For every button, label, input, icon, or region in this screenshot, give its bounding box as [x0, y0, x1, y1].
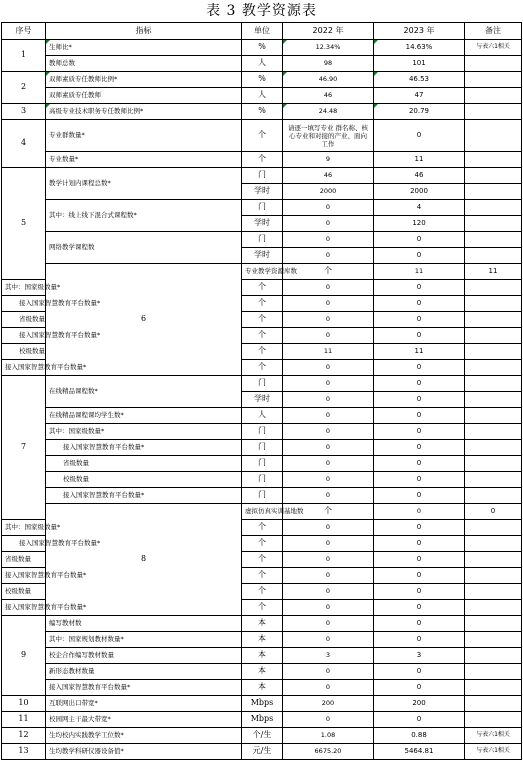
value-2022-cell[interactable]: 0	[283, 456, 374, 472]
unit-cell[interactable]: %	[242, 104, 283, 120]
note-cell[interactable]	[465, 168, 522, 184]
value-2022-cell[interactable]: 0	[283, 472, 374, 488]
value-2022-cell[interactable]: 3	[283, 648, 374, 664]
indicator-cell[interactable]: 在线精品课程课均学生数*	[46, 408, 242, 424]
value-2022-cell[interactable]: 请逐一填写专业 群名称、核心专业和对接的产业、面向工作	[283, 120, 374, 152]
value-2022-cell[interactable]: 46.90	[283, 72, 374, 88]
indicator-cell[interactable]: 省级数量	[2, 312, 46, 328]
note-cell[interactable]	[465, 88, 522, 104]
note-cell[interactable]: 与表六1相关	[465, 744, 522, 760]
note-cell[interactable]	[465, 712, 522, 728]
value-2023-cell[interactable]: 11	[374, 152, 465, 168]
header-row	[2, 23, 522, 40]
table-row	[2, 120, 522, 152]
table-row	[2, 664, 522, 680]
indicator-cell[interactable]: 校企合作编写教材数量	[46, 648, 242, 664]
unit-cell[interactable]: 学时	[242, 184, 283, 200]
value-2022-cell[interactable]: 0	[283, 552, 374, 568]
table-row	[2, 40, 522, 56]
value-2023-cell[interactable]: 0	[374, 488, 465, 504]
unit-cell[interactable]: 个	[242, 552, 283, 568]
unit-cell[interactable]: 个	[242, 600, 283, 616]
value-2023-cell[interactable]: 3	[374, 648, 465, 664]
indicator-cell[interactable]: 其中：国家规划教材数量*	[46, 632, 242, 648]
unit-cell[interactable]: 元/生	[242, 744, 283, 760]
table-row	[2, 424, 522, 440]
unit-cell[interactable]: 个	[283, 264, 374, 280]
value-2022-cell[interactable]: 0	[283, 248, 374, 264]
note-cell[interactable]	[465, 152, 522, 168]
note-cell[interactable]	[465, 472, 522, 488]
indicator-cell[interactable]: 省级数量	[2, 552, 46, 568]
value-2022-cell[interactable]: 0	[283, 424, 374, 440]
unit-cell[interactable]: 本	[242, 664, 283, 680]
unit-cell[interactable]: 本	[242, 632, 283, 648]
value-2023-cell[interactable]: 0	[374, 600, 465, 616]
unit-cell[interactable]: 个	[242, 120, 283, 152]
value-2022-cell[interactable]: 0	[283, 520, 374, 536]
note-cell[interactable]	[465, 120, 522, 152]
indicator-cell[interactable]: 生师比*	[46, 40, 242, 56]
value-2022-cell[interactable]: 0	[283, 664, 374, 680]
value-2022-cell[interactable]: 0	[283, 600, 374, 616]
indicator-cell[interactable]: 接入国家智慧教育平台数量*	[2, 600, 46, 616]
note-cell[interactable]	[465, 520, 522, 536]
unit-cell[interactable]: 个	[242, 328, 283, 344]
indicator-cell[interactable]: 在线精品课程数*	[46, 376, 242, 408]
table-row	[2, 104, 522, 120]
note-cell[interactable]	[465, 600, 522, 616]
value-2023-cell[interactable]: 0	[374, 584, 465, 600]
table-row	[2, 680, 522, 696]
indicator-cell[interactable]: 其中：国家级数量*	[2, 520, 46, 536]
value-2023-cell[interactable]: 0	[374, 520, 465, 536]
table-row	[2, 744, 522, 760]
indicator-cell[interactable]: 新形态教材数量	[46, 664, 242, 680]
seq-cell[interactable]: 11	[2, 712, 46, 728]
value-2023-cell[interactable]: 0	[374, 568, 465, 584]
table-row	[2, 472, 522, 488]
value-2023-cell[interactable]: 0	[374, 472, 465, 488]
indicator-cell[interactable]: 接入国家智慧教育平台数量*	[2, 360, 46, 376]
unit-cell[interactable]: 本	[242, 680, 283, 696]
note-cell[interactable]	[465, 328, 522, 344]
table-row	[2, 88, 522, 104]
value-2022-cell[interactable]: 98	[283, 56, 374, 72]
note-cell[interactable]	[465, 232, 522, 248]
value-2022-cell[interactable]: 12.34%	[283, 40, 374, 56]
seq-cell[interactable]: 1	[2, 40, 46, 72]
note-cell[interactable]	[465, 680, 522, 696]
note-cell[interactable]	[465, 280, 522, 296]
value-2022-cell[interactable]: 0	[283, 216, 374, 232]
value-2022-cell[interactable]: 0	[283, 632, 374, 648]
header-seq[interactable]: 序号	[2, 23, 46, 40]
value-2023-cell[interactable]: 0	[374, 424, 465, 440]
indicator-cell[interactable]: 专业群数量*	[46, 120, 242, 152]
table-row	[2, 728, 522, 744]
indicator-cell[interactable]: 生均教学科研仪器设备值*	[46, 744, 242, 760]
value-2022-cell[interactable]: 0	[374, 504, 465, 520]
value-2022-cell[interactable]: 0	[283, 584, 374, 600]
value-2023-cell[interactable]: 0	[465, 504, 522, 520]
value-2022-cell[interactable]: 11	[374, 264, 465, 280]
table-row	[2, 232, 522, 248]
indicator-cell[interactable]: 接入国家智慧教育平台数量*	[46, 488, 242, 504]
value-2022-cell[interactable]: 0	[283, 616, 374, 632]
value-2022-cell[interactable]: 9	[283, 152, 374, 168]
value-2023-cell[interactable]: 46	[374, 168, 465, 184]
unit-cell[interactable]: %	[242, 72, 283, 88]
unit-cell[interactable]: 门	[242, 488, 283, 504]
table-row	[2, 56, 522, 72]
indicator-cell[interactable]: 接入国家智慧教育平台数量*	[46, 680, 242, 696]
header-note[interactable]: 备注	[465, 23, 522, 40]
unit-cell[interactable]: 个	[242, 296, 283, 312]
indicator-cell[interactable]: 教师总数	[46, 56, 242, 72]
seq-cell[interactable]: 4	[2, 120, 46, 168]
value-2023-cell[interactable]: 47	[374, 88, 465, 104]
value-2023-cell[interactable]: 0	[374, 680, 465, 696]
indicator-cell[interactable]: 高级专业技术职务专任教师比例*	[46, 104, 242, 120]
indicator-cell[interactable]: 编写教材数	[46, 616, 242, 632]
value-2022-cell[interactable]: 6675.20	[283, 744, 374, 760]
indicator-cell[interactable]: 专业数量*	[46, 152, 242, 168]
value-2023-cell[interactable]: 11	[465, 264, 522, 280]
value-2023-cell[interactable]: 2000	[374, 184, 465, 200]
note-cell[interactable]	[465, 584, 522, 600]
table-row	[2, 632, 522, 648]
unit-cell[interactable]: Mbps	[242, 712, 283, 728]
note-cell[interactable]: 与表六1相关	[465, 40, 522, 56]
unit-cell[interactable]: 门	[242, 200, 283, 216]
unit-cell[interactable]: 人	[242, 56, 283, 72]
note-cell[interactable]	[465, 376, 522, 392]
seq-cell[interactable]: 8	[46, 504, 242, 616]
value-2022-cell[interactable]: 0	[283, 200, 374, 216]
note-cell[interactable]	[465, 456, 522, 472]
note-cell[interactable]	[465, 248, 522, 264]
unit-cell[interactable]: 门	[242, 376, 283, 392]
note-cell[interactable]	[465, 56, 522, 72]
indicator-cell[interactable]: 校级数量	[46, 472, 242, 488]
value-2023-cell[interactable]: 0.88	[374, 728, 465, 744]
value-2023-cell[interactable]: 0	[374, 408, 465, 424]
unit-cell[interactable]: 门	[242, 472, 283, 488]
seq-cell[interactable]: 13	[2, 744, 46, 760]
note-cell[interactable]	[465, 664, 522, 680]
table-row	[2, 648, 522, 664]
indicator-cell[interactable]: 接入国家智慧教育平台数量*	[46, 440, 242, 456]
unit-cell[interactable]: 个	[242, 360, 283, 376]
unit-cell[interactable]: 人	[242, 408, 283, 424]
value-2023-cell[interactable]: 0	[374, 536, 465, 552]
unit-cell[interactable]: 个	[242, 344, 283, 360]
value-2023-cell[interactable]: 0	[374, 232, 465, 248]
unit-cell[interactable]: 个	[242, 152, 283, 168]
unit-cell[interactable]: 人	[242, 88, 283, 104]
value-2022-cell[interactable]: 0	[283, 568, 374, 584]
unit-cell[interactable]: 门	[242, 168, 283, 184]
indicator-cell[interactable]: 接入国家智慧教育平台数量*	[2, 296, 46, 312]
note-cell[interactable]	[465, 536, 522, 552]
indicator-cell[interactable]: 生均校内实践教学工位数*	[46, 728, 242, 744]
value-2023-cell[interactable]: 0	[374, 312, 465, 328]
teaching-resources-table	[1, 22, 522, 760]
value-2022-cell[interactable]: 0	[283, 680, 374, 696]
unit-cell[interactable]: Mbps	[242, 696, 283, 712]
note-cell[interactable]: 与表六1相关	[465, 728, 522, 744]
unit-cell[interactable]: 本	[242, 648, 283, 664]
note-cell[interactable]	[465, 392, 522, 408]
value-2023-cell[interactable]: 0	[374, 616, 465, 632]
table-row	[2, 488, 522, 504]
seq-cell[interactable]: 12	[2, 728, 46, 744]
value-2022-cell[interactable]: 0	[283, 232, 374, 248]
value-2023-cell[interactable]: 101	[374, 56, 465, 72]
unit-cell[interactable]: 个	[242, 312, 283, 328]
value-2023-cell[interactable]: 200	[374, 696, 465, 712]
table-row	[2, 168, 522, 184]
value-2022-cell[interactable]: 0	[283, 712, 374, 728]
value-2023-cell[interactable]: 0	[374, 328, 465, 344]
unit-cell[interactable]: 本	[242, 616, 283, 632]
value-2023-cell[interactable]: 120	[374, 216, 465, 232]
table-row	[2, 696, 522, 712]
unit-cell[interactable]: 个	[283, 504, 374, 520]
value-2022-cell[interactable]: 200	[283, 696, 374, 712]
note-cell[interactable]	[465, 696, 522, 712]
note-cell[interactable]	[465, 648, 522, 664]
unit-cell[interactable]: 门	[242, 456, 283, 472]
value-2022-cell[interactable]: 46	[283, 168, 374, 184]
value-2022-cell[interactable]: 46	[283, 88, 374, 104]
value-2023-cell[interactable]: 20.79	[374, 104, 465, 120]
note-cell[interactable]	[465, 184, 522, 200]
value-2023-cell[interactable]: 11	[374, 344, 465, 360]
indicator-cell[interactable]: 其中：国家级数量*	[46, 424, 242, 440]
table-row	[2, 504, 522, 520]
unit-cell[interactable]: 学时	[242, 248, 283, 264]
note-cell[interactable]	[465, 216, 522, 232]
value-2022-cell[interactable]: 0	[283, 328, 374, 344]
table-row	[2, 616, 522, 632]
table-row	[2, 456, 522, 472]
value-2022-cell[interactable]: 0	[283, 312, 374, 328]
value-2023-cell[interactable]: 0	[374, 664, 465, 680]
table-title: 表 3 教学资源表	[206, 3, 317, 19]
header-2023[interactable]: 2023 年	[374, 23, 465, 40]
value-2023-cell[interactable]: 0	[374, 376, 465, 392]
indicator-cell[interactable]: 虚拟仿真实训基地数	[242, 504, 283, 520]
table-row	[2, 72, 522, 88]
indicator-cell[interactable]: 其中：线上线下混合式课程数*	[46, 200, 242, 232]
value-2022-cell[interactable]: 11	[283, 344, 374, 360]
seq-cell[interactable]: 2	[2, 72, 46, 104]
indicator-cell[interactable]: 教学计划内课程总数*	[46, 168, 242, 200]
indicator-cell[interactable]: 接入国家智慧教育平台数量*	[2, 568, 46, 584]
value-2022-cell[interactable]: 0	[283, 360, 374, 376]
table-body	[2, 40, 522, 760]
value-2023-cell[interactable]: 0	[374, 120, 465, 152]
unit-cell[interactable]: 门	[242, 440, 283, 456]
note-cell[interactable]	[465, 312, 522, 328]
seq-cell[interactable]: 6	[46, 264, 242, 376]
value-2022-cell[interactable]: 0	[283, 488, 374, 504]
value-2023-cell[interactable]: 14.63%	[374, 40, 465, 56]
unit-cell[interactable]: 学时	[242, 216, 283, 232]
value-2022-cell[interactable]: 0	[283, 280, 374, 296]
header-unit[interactable]: 单位	[242, 23, 283, 40]
table-row	[2, 408, 522, 424]
indicator-cell[interactable]: 专业教学资源库数	[242, 264, 283, 280]
note-cell[interactable]	[465, 344, 522, 360]
value-2023-cell[interactable]: 0	[374, 712, 465, 728]
indicator-cell[interactable]: 接入国家智慧教育平台数量*	[2, 536, 46, 552]
unit-cell[interactable]: 个	[242, 280, 283, 296]
value-2023-cell[interactable]: 4	[374, 200, 465, 216]
value-2023-cell[interactable]: 0	[374, 280, 465, 296]
note-cell[interactable]	[465, 632, 522, 648]
indicator-cell[interactable]: 校园网主干最大带宽*	[46, 712, 242, 728]
note-cell[interactable]	[465, 360, 522, 376]
indicator-cell[interactable]: 双师素质专任教师比例*	[46, 72, 242, 88]
note-cell[interactable]	[465, 200, 522, 216]
table-row	[2, 200, 522, 216]
indicator-cell[interactable]: 校级数量	[2, 584, 46, 600]
unit-cell[interactable]: 个	[242, 568, 283, 584]
indicator-cell[interactable]: 校级数量	[2, 344, 46, 360]
unit-cell[interactable]: 个	[242, 584, 283, 600]
unit-cell[interactable]: 个	[242, 536, 283, 552]
table-row	[2, 712, 522, 728]
table-row	[2, 440, 522, 456]
value-2023-cell[interactable]: 46.53	[374, 72, 465, 88]
unit-cell[interactable]: 门	[242, 232, 283, 248]
note-cell[interactable]	[465, 424, 522, 440]
note-cell[interactable]	[465, 552, 522, 568]
unit-cell[interactable]: 门	[242, 424, 283, 440]
value-2022-cell[interactable]: 0	[283, 296, 374, 312]
value-2023-cell[interactable]: 0	[374, 632, 465, 648]
note-cell[interactable]	[465, 488, 522, 504]
seq-cell[interactable]: 3	[2, 104, 46, 120]
note-cell[interactable]	[465, 440, 522, 456]
note-cell[interactable]	[465, 568, 522, 584]
seq-cell[interactable]: 9	[2, 616, 46, 696]
value-2023-cell[interactable]: 0	[374, 552, 465, 568]
unit-cell[interactable]: 学时	[242, 392, 283, 408]
value-2023-cell[interactable]: 0	[374, 440, 465, 456]
note-cell[interactable]	[465, 408, 522, 424]
value-2022-cell[interactable]: 24.48	[283, 104, 374, 120]
seq-cell[interactable]: 10	[2, 696, 46, 712]
value-2023-cell[interactable]: 0	[374, 296, 465, 312]
value-2022-cell[interactable]: 1.08	[283, 728, 374, 744]
note-cell[interactable]	[465, 616, 522, 632]
value-2022-cell[interactable]: 0	[283, 440, 374, 456]
seq-cell[interactable]: 7	[2, 376, 46, 520]
value-2023-cell[interactable]: 0	[374, 392, 465, 408]
indicator-cell[interactable]: 互联网出口带宽*	[46, 696, 242, 712]
note-cell[interactable]	[465, 72, 522, 88]
table-row	[2, 152, 522, 168]
indicator-cell[interactable]: 省级数量	[46, 456, 242, 472]
indicator-cell[interactable]: 双师素质专任教师	[46, 88, 242, 104]
value-2023-cell[interactable]: 0	[374, 248, 465, 264]
unit-cell[interactable]: 个	[242, 520, 283, 536]
value-2022-cell[interactable]: 0	[283, 536, 374, 552]
table-row	[2, 264, 522, 280]
value-2023-cell[interactable]: 0	[374, 456, 465, 472]
indicator-cell[interactable]: 网络教学课程数	[46, 232, 242, 264]
unit-cell[interactable]: %	[242, 40, 283, 56]
seq-cell[interactable]: 5	[2, 168, 46, 280]
value-2023-cell[interactable]: 0	[374, 360, 465, 376]
value-2022-cell[interactable]: 0	[283, 408, 374, 424]
value-2022-cell[interactable]: 0	[283, 376, 374, 392]
note-cell[interactable]	[465, 296, 522, 312]
indicator-cell[interactable]: 其中：国家级数量*	[2, 280, 46, 296]
header-2022[interactable]: 2022 年	[283, 23, 374, 40]
value-2023-cell[interactable]: 5464.81	[374, 744, 465, 760]
table-row	[2, 376, 522, 392]
header-indicator[interactable]: 指标	[46, 23, 242, 40]
indicator-cell[interactable]: 接入国家智慧教育平台数量*	[2, 328, 46, 344]
value-2022-cell[interactable]: 0	[283, 392, 374, 408]
unit-cell[interactable]: 个/生	[242, 728, 283, 744]
value-2022-cell[interactable]: 2000	[283, 184, 374, 200]
note-cell[interactable]	[465, 104, 522, 120]
